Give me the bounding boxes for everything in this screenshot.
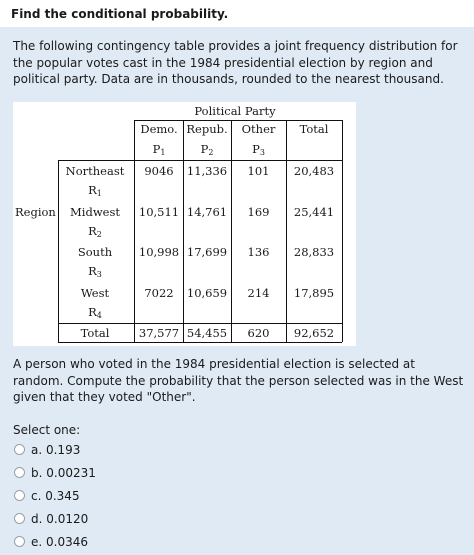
table-cell: 101 bbox=[247, 164, 270, 178]
answer-option-e[interactable] bbox=[14, 533, 88, 550]
table-rule bbox=[58, 342, 342, 343]
table-cell: 136 bbox=[247, 245, 270, 259]
table-cell: 214 bbox=[247, 286, 270, 300]
row-code-r3: $R_3$ bbox=[88, 264, 102, 279]
radio-button[interactable] bbox=[14, 444, 25, 455]
column-code-p2: $P_2$ bbox=[200, 142, 214, 157]
table-cell: 14,761 bbox=[186, 205, 228, 219]
header-bar bbox=[0, 0, 474, 27]
contingency-table bbox=[13, 102, 356, 346]
prompt-text: A person who voted in the 1984 presidential election is selected at random. Compute the probability that the person selected was in the West given that they voted "Other". bbox=[13, 357, 464, 404]
table-rule bbox=[58, 323, 342, 324]
row-code-r1: $R_1$ bbox=[88, 183, 102, 198]
table-cell: 54,455 bbox=[186, 326, 228, 340]
radio-button[interactable] bbox=[14, 467, 25, 478]
table-rule bbox=[231, 120, 232, 342]
select-one-label: Select one: bbox=[13, 423, 81, 437]
table-rule bbox=[342, 120, 343, 342]
column-header-total: Total bbox=[299, 122, 329, 136]
row-label-total: Total bbox=[80, 326, 110, 340]
column-header-demo: Demo. bbox=[140, 122, 178, 136]
table-cell: 7022 bbox=[144, 286, 174, 300]
column-code-p1: $P_1$ bbox=[152, 142, 166, 157]
answer-option-c[interactable] bbox=[14, 487, 80, 504]
table-cell: 620 bbox=[247, 326, 270, 340]
table-rule bbox=[58, 160, 59, 342]
table-rule bbox=[286, 120, 287, 342]
option-label: b. 0.00231 bbox=[31, 465, 96, 480]
answer-option-a[interactable] bbox=[14, 441, 80, 458]
table-cell: 11,336 bbox=[186, 164, 228, 178]
column-header-other: Other bbox=[241, 122, 276, 136]
row-label-south: South bbox=[77, 245, 113, 259]
option-label: e. 0.0346 bbox=[31, 534, 88, 549]
table-cell: 92,652 bbox=[293, 326, 335, 340]
question-title: Find the conditional probability. bbox=[11, 7, 229, 21]
row-label-midwest: Midwest bbox=[70, 205, 120, 219]
table-rule bbox=[135, 120, 342, 121]
answer-option-d[interactable] bbox=[14, 510, 88, 527]
row-group-label: Region bbox=[15, 205, 56, 219]
option-label: d. 0.0120 bbox=[31, 511, 89, 526]
table-cell: 17,895 bbox=[293, 286, 335, 300]
option-label: a. 0.193 bbox=[31, 442, 81, 457]
question-text: The following contingency table provides a joint frequency distribution for the popular votes cast in the 1984 presidential election by region and political party. Data are in thousands, rounded to the nearest thousand. bbox=[13, 39, 458, 86]
radio-button[interactable] bbox=[14, 490, 25, 501]
table-cell: 25,441 bbox=[293, 205, 335, 219]
table-group-header: Political Party bbox=[194, 104, 276, 118]
table-cell: 10,511 bbox=[138, 205, 180, 219]
column-code-p3: $P_3$ bbox=[252, 142, 265, 157]
table-rule bbox=[134, 120, 135, 342]
row-label-west: West bbox=[80, 286, 110, 300]
radio-button[interactable] bbox=[14, 536, 25, 547]
table-cell: 10,998 bbox=[138, 245, 180, 259]
row-label-northeast: Northeast bbox=[65, 164, 125, 178]
table-cell: 28,833 bbox=[293, 245, 335, 259]
row-code-r2: $R_2$ bbox=[88, 224, 102, 239]
table-cell: 169 bbox=[247, 205, 270, 219]
row-code-r4: $R_4$ bbox=[88, 305, 102, 320]
table-rule bbox=[58, 160, 342, 161]
table-cell: 17,699 bbox=[186, 245, 228, 259]
table-cell: 9046 bbox=[144, 164, 174, 178]
column-header-repub: Repub. bbox=[186, 122, 228, 136]
answer-option-b[interactable] bbox=[14, 464, 96, 481]
table-cell: 20,483 bbox=[293, 164, 335, 178]
table-rule bbox=[183, 120, 184, 342]
radio-button[interactable] bbox=[14, 513, 25, 524]
option-label: c. 0.345 bbox=[31, 488, 80, 503]
table-cell: 37,577 bbox=[138, 326, 180, 340]
table-cell: 10,659 bbox=[186, 286, 228, 300]
